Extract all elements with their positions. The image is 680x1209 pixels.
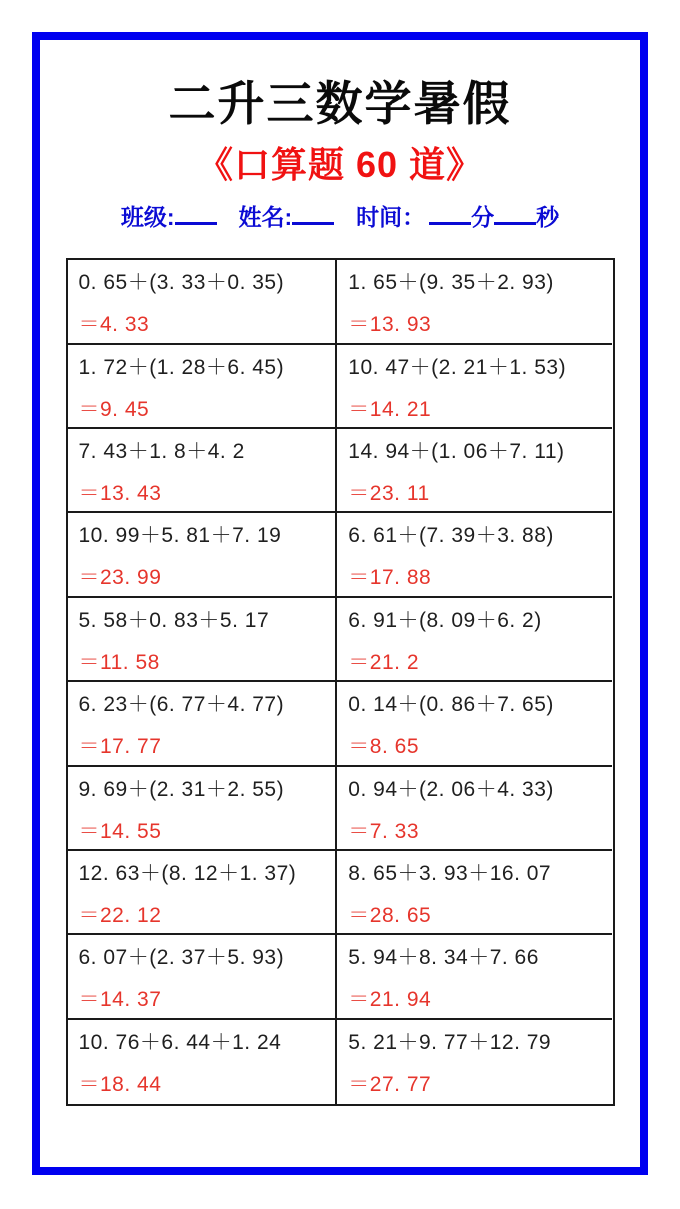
- seconds-blank-field: [494, 203, 536, 225]
- problem-answer: ＝14. 21: [348, 397, 432, 421]
- class-blank-field: [175, 203, 217, 225]
- minutes-label: 分: [471, 204, 495, 231]
- problem-expression: 5. 94＋8. 34＋7. 66: [348, 946, 539, 970]
- worksheet-subtitle: 《口算题 60 道》: [196, 143, 484, 185]
- problem-cell: [337, 429, 612, 513]
- problem-cell: [68, 429, 338, 513]
- problems-table: [66, 258, 615, 1106]
- problem-expression: 6. 07＋(2. 37＋5. 93): [78, 946, 285, 970]
- problem-cell: [68, 598, 338, 682]
- problem-answer: ＝21. 94: [348, 988, 432, 1012]
- problem-answer: ＝17. 77: [78, 735, 162, 759]
- name-label: 姓名:: [238, 204, 293, 231]
- problem-expression: 10. 47＋(2. 21＋1. 53): [348, 355, 567, 379]
- problem-expression: 0. 65＋(3. 33＋0. 35): [78, 271, 285, 295]
- minutes-blank-field: [429, 203, 471, 225]
- problem-expression: 7. 43＋1. 8＋4. 2: [78, 440, 245, 464]
- problem-cell: [337, 1020, 612, 1104]
- problem-answer: ＝28. 65: [348, 904, 432, 928]
- problem-answer: ＝17. 88: [348, 566, 432, 590]
- problem-cell: [337, 513, 612, 597]
- problem-answer: ＝27. 77: [348, 1072, 432, 1096]
- problem-expression: 12. 63＋(8. 12＋1. 37): [78, 862, 297, 886]
- problem-expression: 5. 58＋0. 83＋5. 17: [78, 608, 270, 632]
- name-blank-field: [292, 203, 334, 225]
- problem-cell: [337, 260, 612, 344]
- problem-answer: ＝7. 33: [348, 819, 420, 843]
- problem-answer: ＝4. 33: [78, 313, 150, 337]
- problem-cell: [337, 935, 612, 1019]
- problem-cell: [68, 935, 338, 1019]
- seconds-label: 秒: [536, 204, 560, 231]
- problem-expression: 0. 14＋(0. 86＋7. 65): [348, 693, 554, 717]
- problem-expression: 9. 69＋(2. 31＋2. 55): [78, 777, 285, 801]
- problem-answer: ＝14. 55: [78, 819, 162, 843]
- problem-answer: ＝14. 37: [78, 988, 162, 1012]
- problem-cell: [68, 260, 338, 344]
- problem-answer: ＝23. 11: [348, 482, 430, 506]
- problem-expression: 6. 91＋(8. 09＋6. 2): [348, 608, 542, 632]
- problem-cell: [337, 851, 612, 935]
- problem-cell: [337, 682, 612, 766]
- class-label: 班级:: [120, 204, 175, 231]
- problem-cell: [337, 598, 612, 682]
- problem-expression: 0. 94＋(2. 06＋4. 33): [348, 777, 554, 801]
- problem-answer: ＝13. 43: [78, 482, 162, 506]
- problem-cell: [68, 1020, 338, 1104]
- problem-expression: 5. 21＋9. 77＋12. 79: [348, 1030, 552, 1054]
- time-label: 时间：: [356, 204, 426, 231]
- problem-cell: [337, 767, 612, 851]
- problem-answer: ＝21. 2: [348, 650, 420, 674]
- worksheet-title: 二升三数学暑假: [168, 77, 512, 130]
- problem-answer: ＝22. 12: [78, 904, 162, 928]
- problem-answer: ＝11. 58: [78, 650, 160, 674]
- blue-border-frame: [32, 32, 648, 1175]
- problem-expression: 1. 65＋(9. 35＋2. 93): [348, 271, 554, 295]
- problem-expression: 8. 65＋3. 93＋16. 07: [348, 862, 552, 886]
- problem-answer: ＝8. 65: [348, 735, 420, 759]
- problem-answer: ＝18. 44: [78, 1072, 162, 1096]
- problem-cell: [68, 345, 338, 429]
- problem-answer: ＝23. 99: [78, 566, 162, 590]
- problem-expression: 10. 76＋6. 44＋1. 24: [78, 1030, 282, 1054]
- problem-cell: [337, 345, 612, 429]
- problem-cell: [68, 851, 338, 935]
- problem-cell: [68, 682, 338, 766]
- problem-cell: [68, 767, 338, 851]
- problem-expression: 1. 72＋(1. 28＋6. 45): [78, 355, 285, 379]
- problem-cell: [68, 513, 338, 597]
- problem-expression: 10. 99＋5. 81＋7. 19: [78, 524, 282, 548]
- problem-answer: ＝9. 45: [78, 397, 150, 421]
- problem-expression: 6. 23＋(6. 77＋4. 77): [78, 693, 285, 717]
- problem-expression: 6. 61＋(7. 39＋3. 88): [348, 524, 554, 548]
- problem-expression: 14. 94＋(1. 06＋7. 11): [348, 440, 565, 464]
- problem-answer: ＝13. 93: [348, 313, 432, 337]
- student-info-line: [40, 199, 640, 232]
